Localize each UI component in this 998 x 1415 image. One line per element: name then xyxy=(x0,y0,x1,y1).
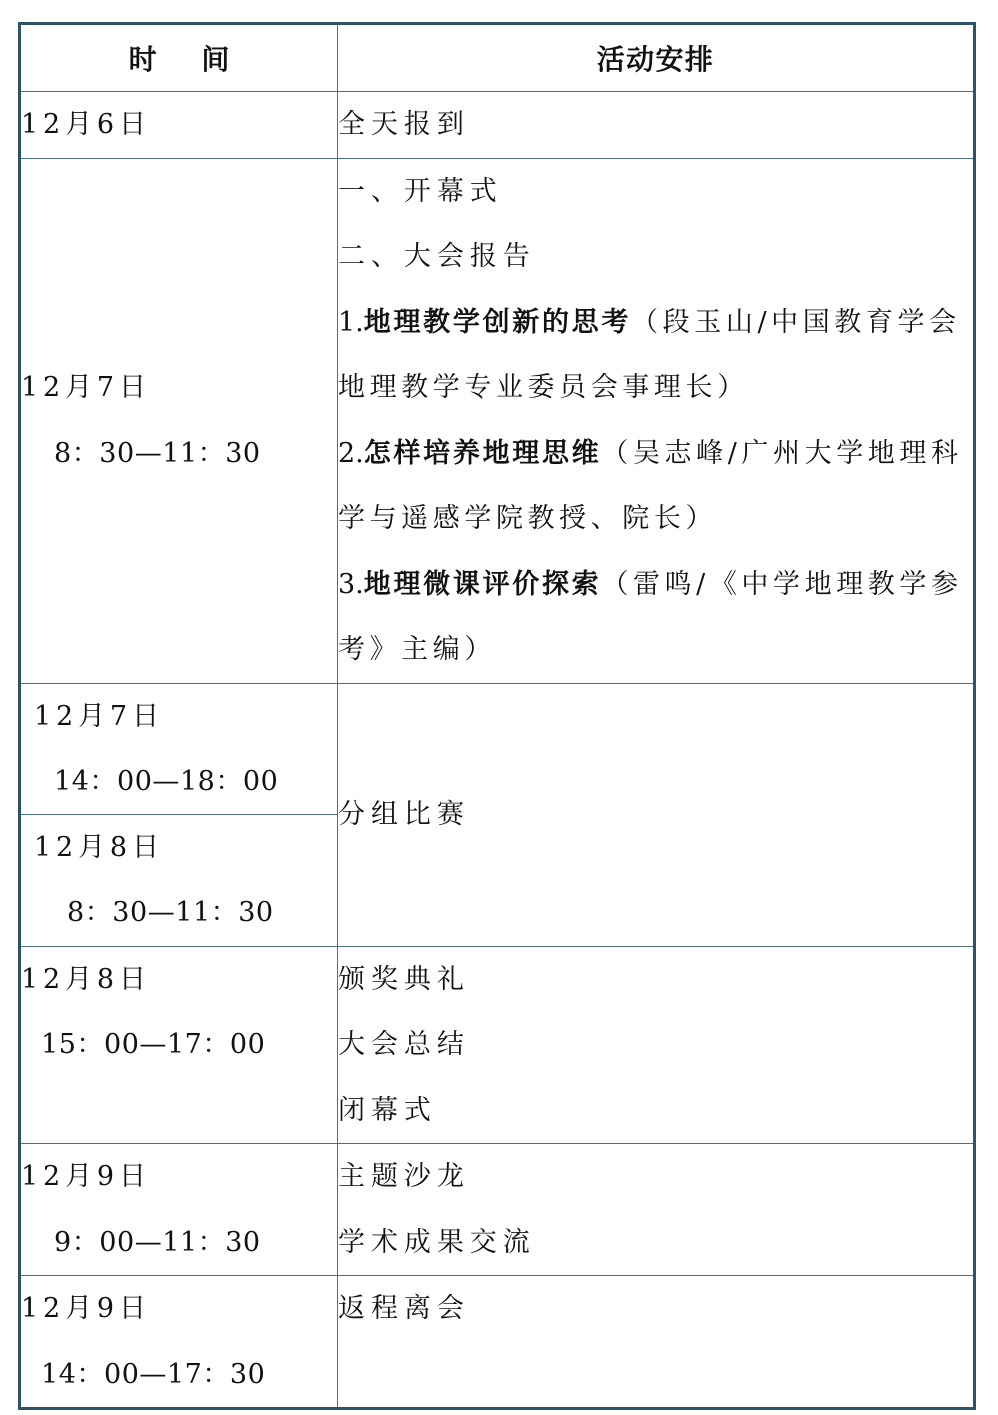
talk-speaker: （雷鸣/《中学地理教学参考》主编） xyxy=(338,568,963,665)
activity-cell xyxy=(338,158,975,683)
activity-cell xyxy=(338,92,975,159)
talk-item xyxy=(338,552,973,683)
date-text: 12月7日 xyxy=(21,372,151,403)
activity-item: 学术成果交流 xyxy=(338,1226,536,1258)
activity-item: 大会总结 xyxy=(338,1029,470,1060)
time-cell xyxy=(20,158,338,683)
date-text: 12月6日 xyxy=(21,109,151,140)
talk-speaker: （吴志峰/广州大学地理科学与遥感学院教授、院长） xyxy=(338,437,963,534)
activity-cell xyxy=(338,946,975,1144)
table-row xyxy=(20,1276,975,1409)
talk-number: 3. xyxy=(338,568,364,600)
activity-text: 全天报到 xyxy=(338,109,470,140)
talk-title: 怎样培养地理思维 xyxy=(363,437,602,469)
agenda-item: 二、大会报告 xyxy=(338,241,536,272)
time-text: 14：00—17：30 xyxy=(41,1358,266,1390)
date-text: 12月9日 xyxy=(21,1293,151,1324)
time-text: 8：30—11：30 xyxy=(67,897,274,928)
talk-title: 地理教学创新的思考 xyxy=(363,306,632,338)
date-text: 12月9日 xyxy=(21,1161,151,1192)
time-text: 9：00—11：30 xyxy=(54,1226,261,1258)
header-time: 时间 xyxy=(20,24,338,92)
time-cell xyxy=(20,946,338,1144)
activity-item: 闭幕式 xyxy=(338,1094,437,1126)
activity-cell xyxy=(338,1276,975,1409)
table-row xyxy=(20,683,975,946)
activity-cell xyxy=(338,1144,975,1276)
talk-speaker: （段玉山/中国教育学会地理教学专业委员会事理长） xyxy=(338,306,961,403)
time-text: 14：00—18：00 xyxy=(54,766,279,797)
time-cell xyxy=(20,92,338,159)
table-row xyxy=(20,1144,975,1276)
time-text: 8：30—11：30 xyxy=(54,437,261,469)
schedule-table xyxy=(18,22,976,1410)
activity-text: 分组比赛 xyxy=(338,798,470,830)
date-text: 12月7日 xyxy=(34,700,164,732)
time-slots xyxy=(21,684,337,946)
time-slot xyxy=(21,684,337,815)
talk-item xyxy=(338,421,973,552)
table-row xyxy=(20,158,975,683)
activity-item: 颁奖典礼 xyxy=(338,963,470,995)
time-text: 15：00—17：00 xyxy=(41,1029,266,1060)
activity-cell xyxy=(338,683,975,946)
date-text: 12月8日 xyxy=(21,963,151,995)
time-cell xyxy=(20,683,338,946)
date-text: 12月8日 xyxy=(34,831,164,863)
talk-number: 1. xyxy=(338,306,364,338)
table-row xyxy=(20,92,975,159)
header-activity: 活动安排 xyxy=(338,24,975,92)
talk-title: 地理微课评价探索 xyxy=(363,568,602,600)
activity-text: 返程离会 xyxy=(338,1293,470,1324)
time-slot xyxy=(21,815,337,946)
header-row xyxy=(20,24,975,92)
table-row xyxy=(20,946,975,1144)
agenda-item: 一、开幕式 xyxy=(338,175,503,207)
time-cell xyxy=(20,1144,338,1276)
talk-item xyxy=(338,290,973,421)
time-cell xyxy=(20,1276,338,1409)
activity-item: 主题沙龙 xyxy=(338,1161,470,1192)
talk-number: 2. xyxy=(338,437,364,469)
